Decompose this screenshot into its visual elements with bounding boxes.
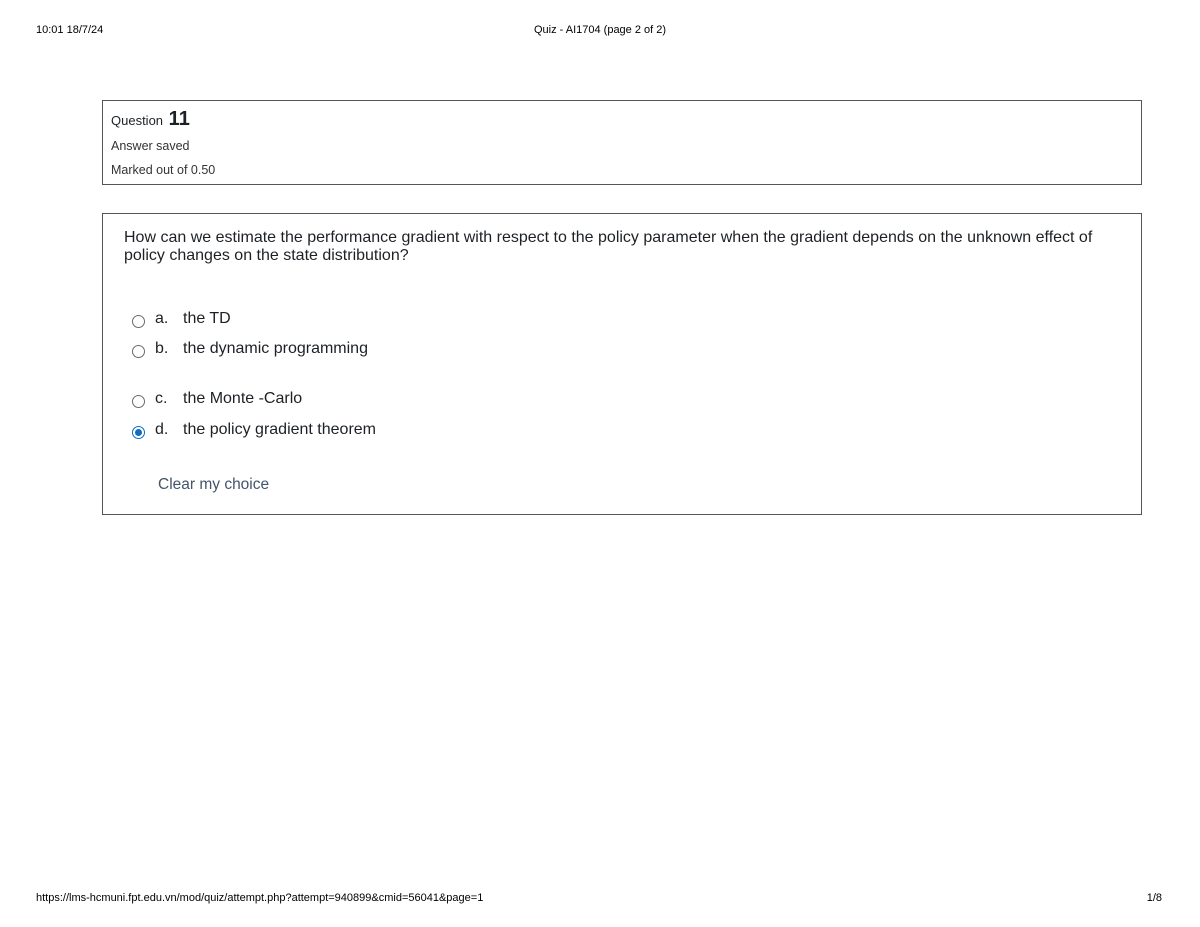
- clear-choice-link[interactable]: Clear my choice: [158, 476, 270, 493]
- option-label[interactable]: the dynamic programming: [183, 340, 368, 357]
- question-info-box: [102, 100, 1142, 185]
- question-state: Answer saved: [111, 139, 190, 153]
- question-text: How can we estimate the performance gradient with respect to the policy parameter when the gradient depends on the unknown effect of policy changes on the state distribution?: [124, 229, 1093, 264]
- option-label[interactable]: the Monte -Carlo: [183, 390, 303, 407]
- radio-d[interactable]: [132, 426, 145, 439]
- print-url: https://lms-hcmuni.fpt.edu.vn/mod/quiz/attempt.php?attempt=940899&cmid=56041&page=1: [36, 892, 484, 904]
- print-header: [0, 24, 1200, 38]
- print-page-number: 1/8: [1146, 892, 1162, 904]
- option-letter: b.: [155, 340, 169, 357]
- question-content-box: [102, 213, 1142, 515]
- question-grade: Marked out of 0.50: [111, 163, 216, 177]
- print-page-title: Quiz - AI1704 (page 2 of 2): [533, 24, 667, 36]
- option-letter: d.: [155, 421, 169, 438]
- radio-b[interactable]: [132, 345, 145, 358]
- option-label[interactable]: the TD: [183, 310, 231, 327]
- print-footer: [0, 892, 1200, 906]
- option-label[interactable]: the policy gradient theorem: [183, 421, 376, 438]
- question-label: Question: [111, 113, 164, 128]
- question-number: [111, 108, 190, 131]
- question-number-value: 11: [168, 108, 190, 130]
- option-letter: c.: [155, 390, 168, 407]
- option-letter: a.: [155, 310, 169, 327]
- print-datetime: 10:01 18/7/24: [36, 24, 104, 36]
- radio-c[interactable]: [132, 395, 145, 408]
- radio-a[interactable]: [132, 315, 145, 328]
